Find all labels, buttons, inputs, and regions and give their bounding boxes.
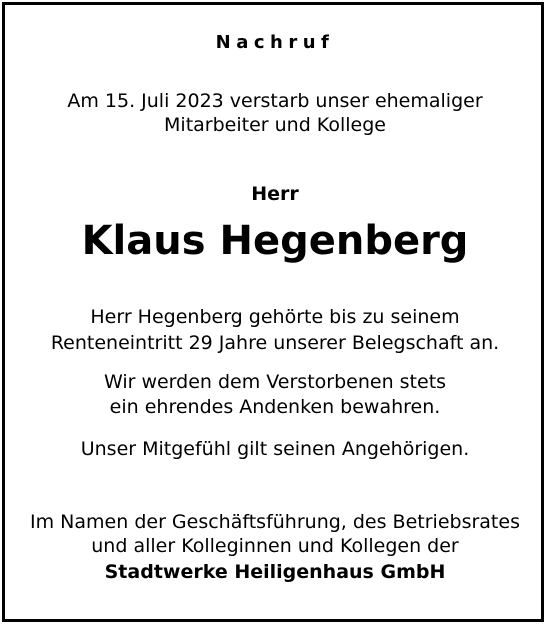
paragraph-1-line-1: Herr Hegenberg gehörte bis zu seinem	[90, 306, 460, 328]
paragraph-2-line-1: Wir werden dem Verstorbenen stets	[103, 371, 447, 393]
signature-line-2: und aller Kolleginnen und Kollegen der	[91, 535, 459, 557]
signature-line-1: Im Namen der Geschäftsführung, des Betriebsrates	[30, 511, 520, 533]
company-name: Stadtwerke Heiligenhaus GmbH	[104, 561, 446, 583]
deceased-name: Klaus Hegenberg	[81, 218, 469, 264]
paragraph-1-line-2: Renteneintritt 29 Jahre unserer Belegschaft an.	[50, 332, 500, 354]
paragraph-2-line-2: ein ehrendes Andenken bewahren.	[109, 396, 441, 418]
paragraph-3: Unser Mitgefühl gilt seinen Angehörigen.	[80, 438, 470, 460]
intro-line-2: Mitarbeiter und Kollege	[164, 114, 386, 136]
salutation: Herr	[251, 183, 299, 205]
notice-heading: Nachruf	[215, 32, 335, 53]
intro-line-1: Am 15. Juli 2023 verstarb unser ehemaliger	[67, 90, 483, 112]
